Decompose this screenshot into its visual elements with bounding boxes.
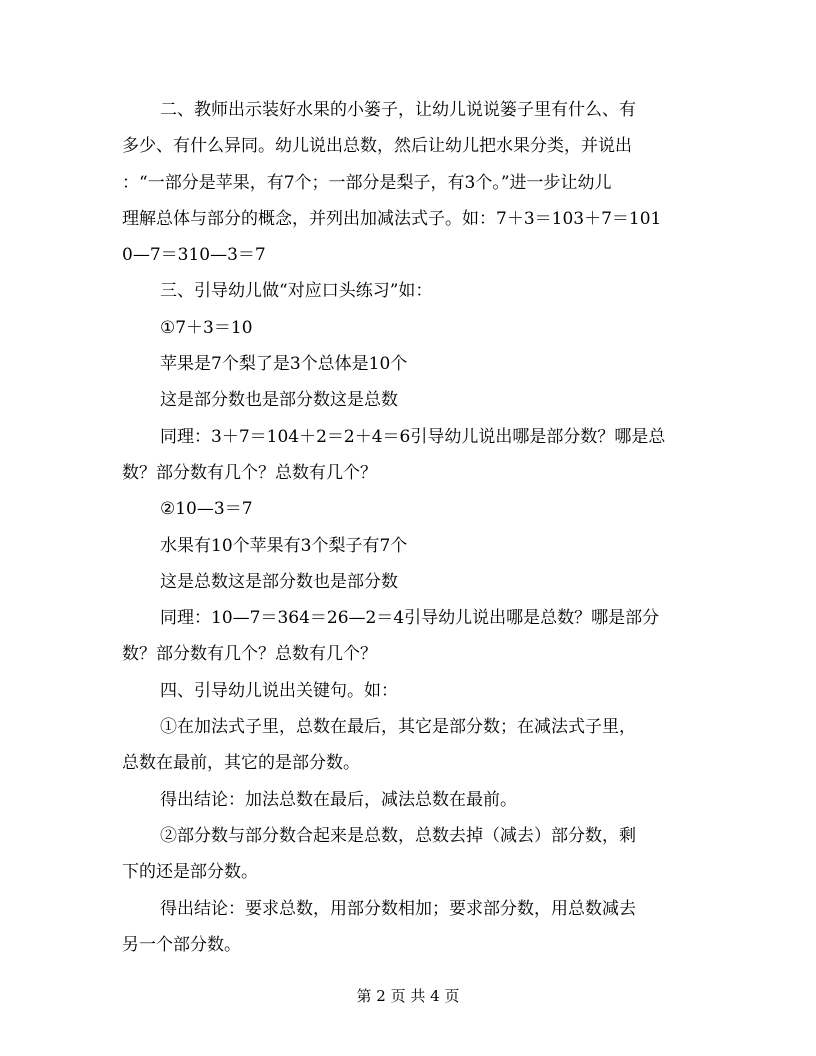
paragraph-2-line-1: 二、教师出示装好水果的小篓子，让幼儿说说篓子里有什么、有 (160, 100, 636, 120)
example-2-labels: 这是总数这是部分数也是部分数 (160, 571, 398, 592)
key-sentence-2-line-1: ②部分数与部分数合起来是总数，总数去掉（减去）部分数，剩 (160, 825, 636, 846)
conclusion-1: 得出结论：加法总数在最后，减法总数在最前。 (160, 789, 517, 810)
page-number-footer: 第 2 页 共 4 页 (356, 987, 460, 1005)
key-sentence-1-line-2: 总数在最前，其它的是部分数。 (122, 753, 360, 774)
key-sentence-1-line-1: ①在加法式子里，总数在最后，其它是部分数；在减法式子里， (160, 717, 636, 738)
document-body (122, 92, 694, 963)
section-4-heading: 四、引导幼儿说出关键句。如： (160, 680, 398, 701)
example-1-description: 苹果是7个梨了是3个总体是10个 (160, 354, 408, 375)
section-3-heading: 三、引导幼儿做“对应口头练习”如： (160, 281, 433, 302)
example-1-followup-line-1: 同理：3＋7＝104＋2＝2＋4＝6引导幼儿说出哪是部分数？哪是总 (160, 426, 666, 447)
paragraph-2-line-5: 0—7＝310—3＝7 (122, 245, 266, 266)
conclusion-2-line-2: 另一个部分数。 (122, 934, 241, 955)
example-1-equation: ①7＋3＝10 (160, 317, 253, 338)
example-2-description: 水果有10个苹果有3个梨子有7个 (160, 535, 408, 556)
example-1-followup-line-2: 数？部分数有几个？总数有几个？ (122, 462, 377, 483)
key-sentence-2-line-2: 下的还是部分数。 (122, 862, 258, 883)
example-2-followup-line-1: 同理：10—7＝364＝26—2＝4引导幼儿说出哪是总数？哪是部分 (160, 608, 660, 629)
paragraph-2-line-2: 多少、有什么异同。幼儿说出总数，然后让幼儿把水果分类，并说出 (122, 136, 632, 157)
paragraph-2-line-3: ：“一部分是苹果，有7个；一部分是梨子，有3个。”进一步让幼儿 (122, 172, 612, 193)
example-2-followup-line-2: 数？部分数有几个？总数有几个？ (122, 644, 377, 665)
conclusion-2-line-1: 得出结论：要求总数，用部分数相加；要求部分数，用总数减去 (160, 898, 636, 919)
example-2-equation: ②10—3＝7 (160, 499, 253, 520)
example-1-labels: 这是部分数也是部分数这是总数 (160, 390, 398, 411)
paragraph-2-line-4: 理解总体与部分的概念，并列出加减法式子。如：7＋3＝103＋7＝101 (122, 208, 662, 229)
